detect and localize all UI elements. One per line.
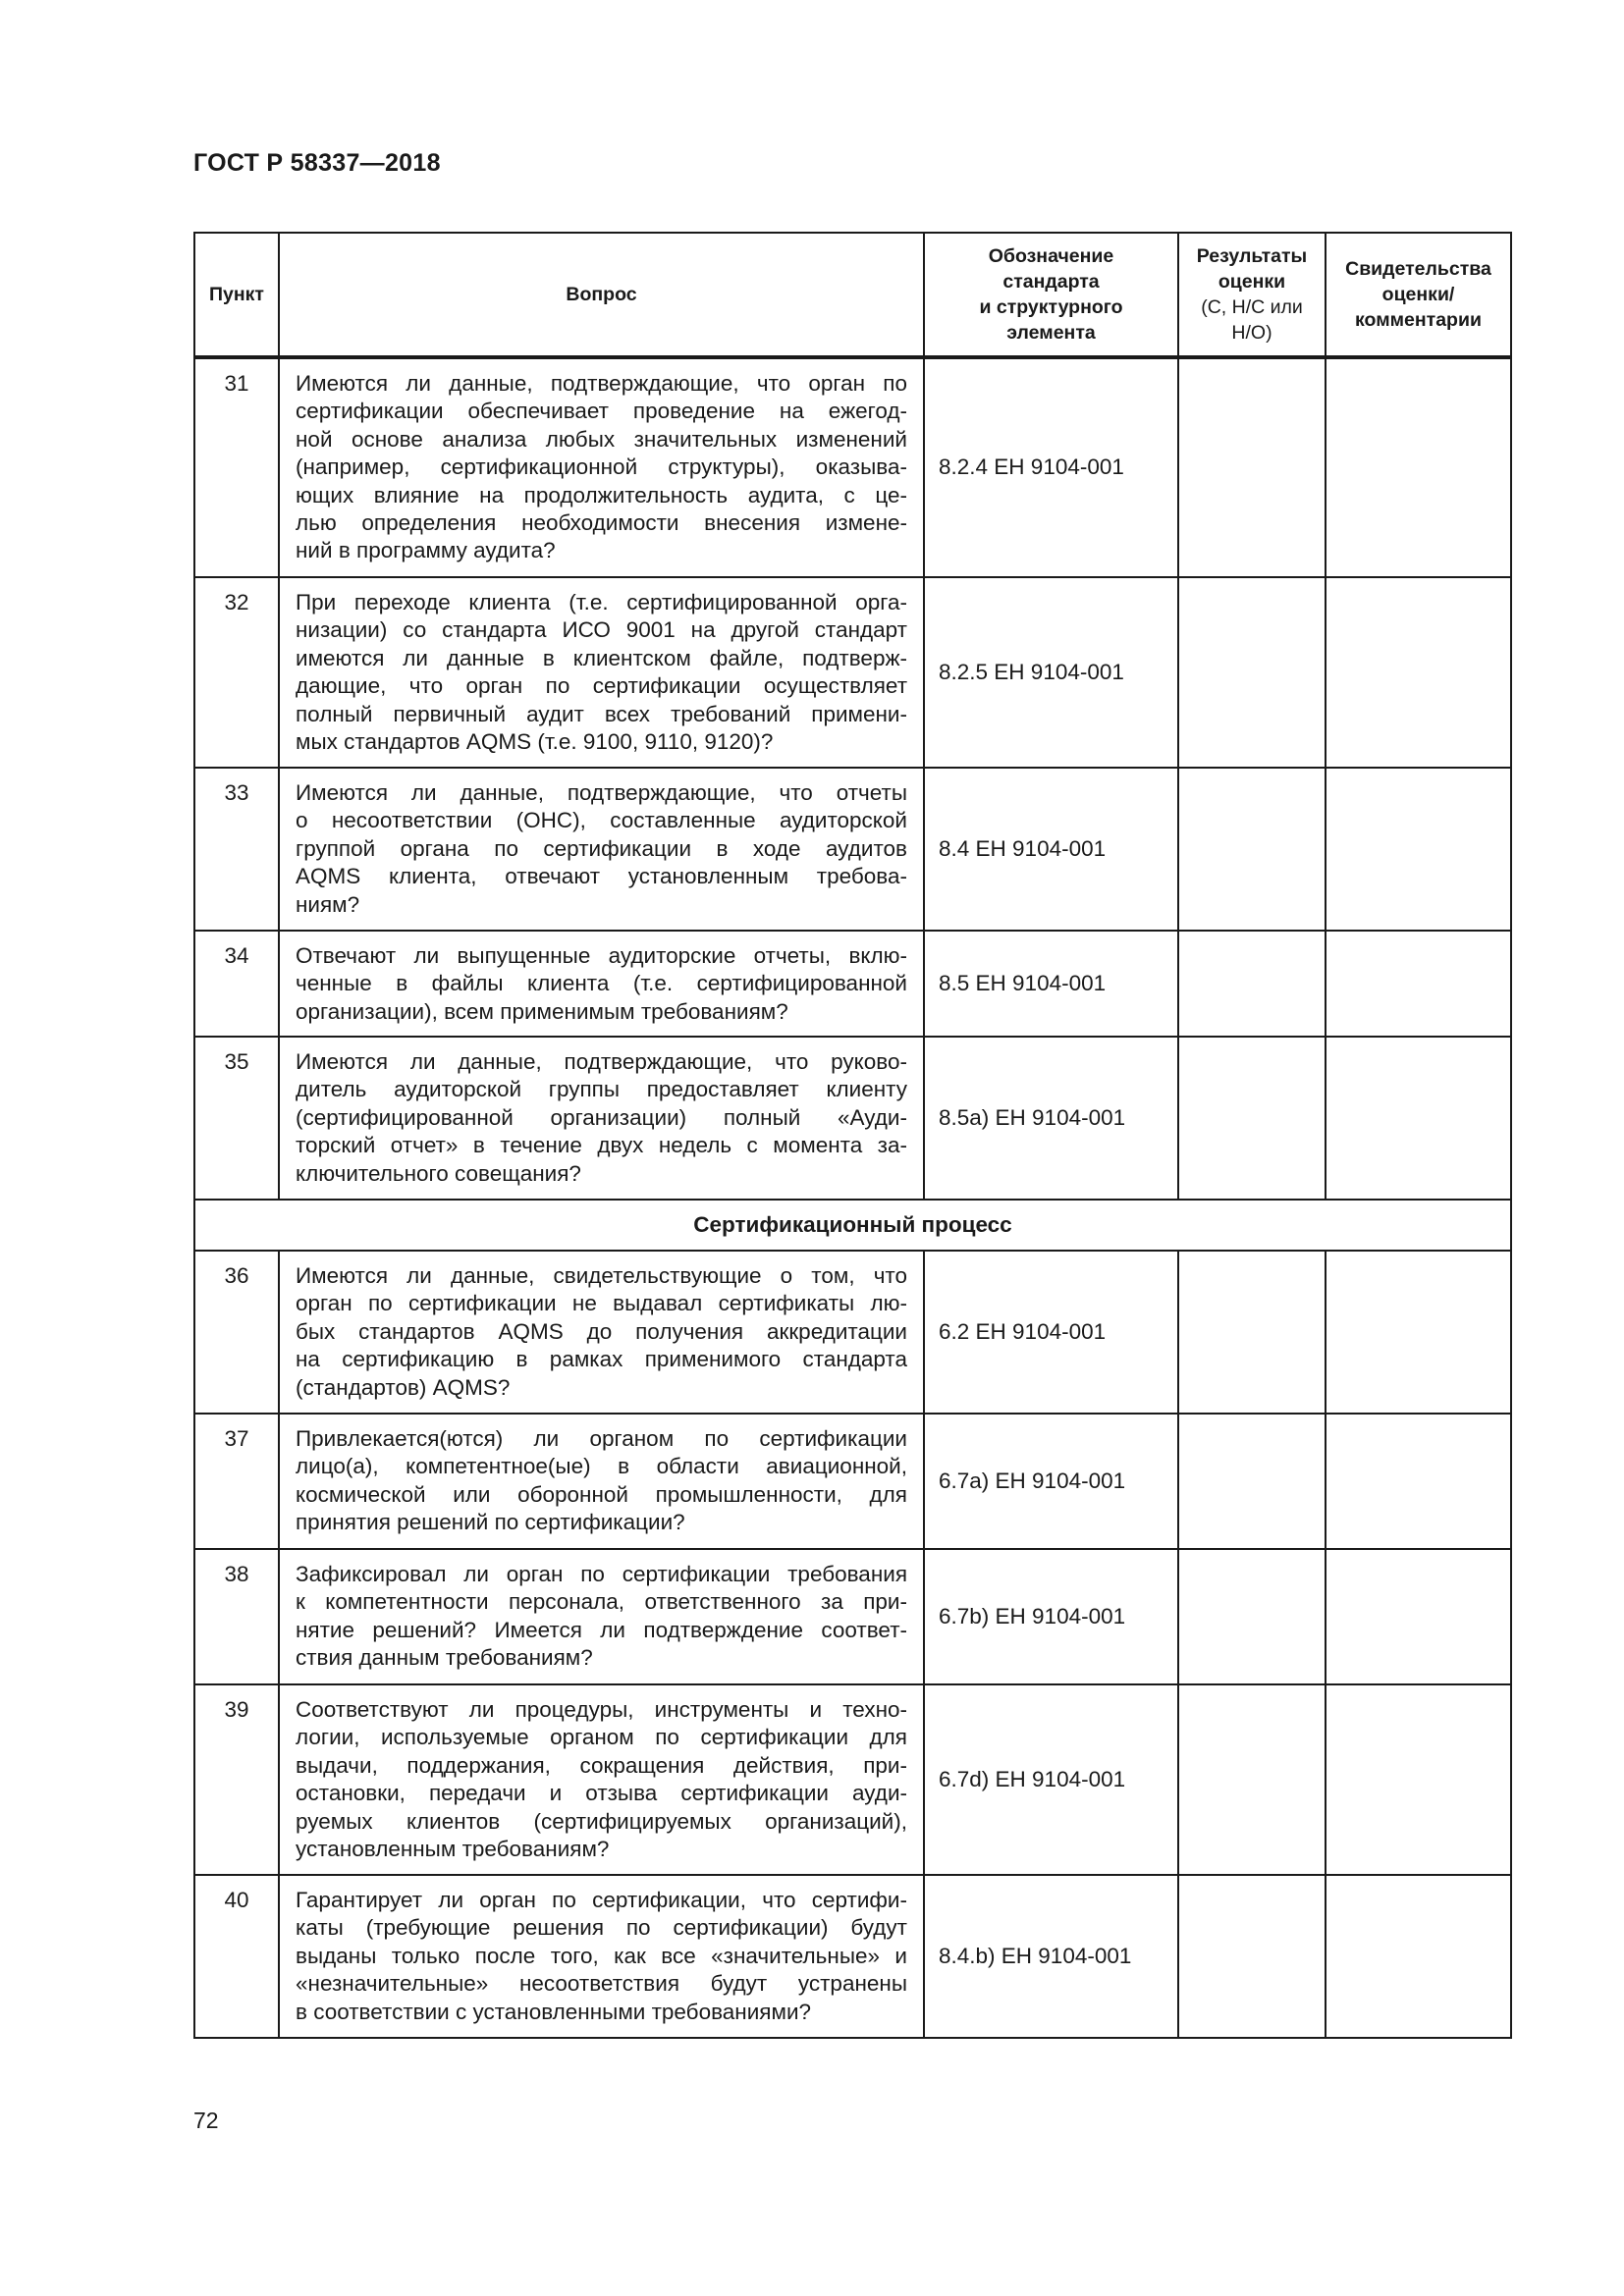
question-line: Зафиксировал ли орган по сертификации требования	[296, 1562, 907, 1586]
question-line: полный первичный аудит всех требований примени-	[296, 701, 907, 726]
standard-reference: 8.4 ЕН 9104-001	[924, 768, 1178, 931]
table-row	[194, 357, 1511, 577]
item-number: 32	[194, 577, 279, 768]
question-line: нятие решений? Имеется ли подтверждение соответ-	[296, 1617, 907, 1642]
question-line: ченные в файлы клиента (т.е. сертифицированной	[296, 971, 907, 996]
question-line: каты (требующие решения по сертификации) будут	[296, 1915, 907, 1941]
question-line: руемых клиентов (сертифицируемых организаций),	[296, 1808, 907, 1834]
evidence-cell[interactable]	[1326, 357, 1511, 577]
standard-reference: 8.2.5 ЕН 9104-001	[924, 577, 1178, 768]
question-line: бых стандартов AQMS до получения аккредитации	[296, 1318, 907, 1344]
evidence-cell[interactable]	[1326, 1875, 1511, 2038]
table-header-row	[194, 233, 1511, 357]
table-row	[194, 577, 1511, 768]
question-line: ствия данным требованиям?	[296, 1645, 593, 1671]
question-line: «незначительные» несоответствия будут устранены	[296, 1971, 907, 1997]
standard-reference: 6.7a) ЕН 9104-001	[924, 1414, 1178, 1549]
question-text	[279, 1037, 924, 1200]
question-line: торский отчет» в течение двух недель с момента за-	[296, 1133, 907, 1158]
question-line: на сертификацию в рамках применимого стандарта	[296, 1347, 907, 1372]
table-row	[194, 1549, 1511, 1684]
standard-reference: 8.5 ЕН 9104-001	[924, 931, 1178, 1037]
question-line: логии, используемые органом по сертификации для	[296, 1725, 907, 1750]
standard-reference: 6.7b) ЕН 9104-001	[924, 1549, 1178, 1684]
evidence-cell[interactable]	[1326, 1684, 1511, 1875]
evidence-cell[interactable]	[1326, 1549, 1511, 1684]
table-row	[194, 768, 1511, 931]
question-text	[279, 1684, 924, 1875]
question-line: Отвечают ли выпущенные аудиторские отчеты, вклю-	[296, 943, 907, 968]
question-text	[279, 1549, 924, 1684]
result-cell[interactable]	[1178, 1684, 1326, 1875]
item-number: 31	[194, 357, 279, 577]
question-line: Соответствуют ли процедуры, инструменты и техно-	[296, 1697, 907, 1722]
standard-reference: 8.2.4 ЕН 9104-001	[924, 357, 1178, 577]
question-line: дитель аудиторской группы предоставляет клиенту	[296, 1077, 907, 1102]
question-line: в соответствии с установленными требованиями?	[296, 1999, 812, 2024]
question-line: принятия решений по сертификации?	[296, 1510, 685, 1535]
question-line: группой органа по сертификации в ходе аудитов	[296, 835, 907, 861]
evidence-cell[interactable]	[1326, 1414, 1511, 1549]
table-body	[194, 357, 1511, 2038]
evidence-cell[interactable]	[1326, 1251, 1511, 1414]
result-cell[interactable]	[1178, 768, 1326, 931]
question-line: мых стандартов AQMS (т.е. 9100, 9110, 9120)?	[296, 729, 774, 755]
table-row	[194, 1875, 1511, 2038]
question-line: (например, сертификационной структуры), оказыва-	[296, 454, 907, 480]
question-line: остановки, передачи и отзыва сертификации ауди-	[296, 1781, 907, 1806]
question-text	[279, 357, 924, 577]
column-header-question: Вопрос	[279, 233, 924, 357]
question-line: Имеются ли данные, подтверждающие, что орган по	[296, 371, 907, 396]
question-line: Имеются ли данные, подтверждающие, что руково-	[296, 1049, 907, 1074]
standard-reference: 8.5a) ЕН 9104-001	[924, 1037, 1178, 1200]
result-cell[interactable]	[1178, 1037, 1326, 1200]
question-line: низации) со стандарта ИСО 9001 на другой стандарт	[296, 617, 907, 643]
question-line: ниям?	[296, 891, 360, 917]
result-cell[interactable]	[1178, 1414, 1326, 1549]
question-line: Привлекается(ются) ли органом по сертификации	[296, 1426, 907, 1451]
table-row	[194, 1684, 1511, 1875]
column-header-evidence: Свидетельства оценки/ комментарии	[1326, 233, 1511, 357]
standard-reference: 8.4.b) ЕН 9104-001	[924, 1875, 1178, 2038]
evidence-cell[interactable]	[1326, 1037, 1511, 1200]
item-number: 39	[194, 1684, 279, 1875]
item-number: 35	[194, 1037, 279, 1200]
question-line: к компетентности персонала, ответственного за при-	[296, 1589, 907, 1615]
column-header-standard: Обозначение стандарта и структурного элемента	[924, 233, 1178, 357]
question-line: (сертифицированной организации) полный «Ауди-	[296, 1104, 907, 1130]
question-line: установленным требованиям?	[296, 1837, 610, 1862]
question-line: космической или оборонной промышленности, для	[296, 1481, 907, 1507]
item-number: 36	[194, 1251, 279, 1414]
result-cell[interactable]	[1178, 1549, 1326, 1684]
page-number: 72	[193, 2108, 219, 2133]
result-cell[interactable]	[1178, 931, 1326, 1037]
question-line: орган по сертификации не выдавал сертификаты лю-	[296, 1291, 907, 1316]
question-line: ющих влияние на продолжительность аудита, с це-	[296, 482, 907, 507]
question-line: AQMS клиента, отвечают установленным требова-	[296, 864, 907, 889]
question-line: Имеются ли данные, подтверждающие, что отчеты	[296, 780, 907, 805]
question-line: При переходе клиента (т.е. сертифицированной орга-	[296, 590, 907, 614]
question-text	[279, 931, 924, 1037]
question-text	[279, 577, 924, 768]
section-row	[194, 1200, 1511, 1251]
question-text	[279, 1251, 924, 1414]
result-cell[interactable]	[1178, 1251, 1326, 1414]
question-line: сертификации обеспечивает проведение на ежегод-	[296, 399, 907, 424]
item-number: 33	[194, 768, 279, 931]
question-line: ключительного совещания?	[296, 1160, 581, 1186]
item-number: 40	[194, 1875, 279, 2038]
question-line: организации), всем применимым требованиям?	[296, 998, 788, 1024]
question-text	[279, 1875, 924, 2038]
audit-checklist-table	[193, 232, 1512, 2039]
question-line: ний в программу аудита?	[296, 538, 556, 563]
table-row	[194, 1037, 1511, 1200]
table-row	[194, 931, 1511, 1037]
question-line: Гарантирует ли орган по сертификации, что сертифи-	[296, 1888, 907, 1912]
table-row	[194, 1414, 1511, 1549]
document-header: ГОСТ Р 58337—2018	[193, 149, 441, 177]
evidence-cell[interactable]	[1326, 768, 1511, 931]
question-line: выданы только после того, как все «значительные» и	[296, 1943, 907, 1968]
item-number: 37	[194, 1414, 279, 1549]
question-line: (стандартов) AQMS?	[296, 1374, 511, 1400]
result-cell[interactable]	[1178, 1875, 1326, 2038]
question-line: лью определения необходимости внесения измене-	[296, 510, 907, 536]
column-header-num: Пункт	[194, 233, 279, 357]
question-text	[279, 1414, 924, 1549]
question-line: о несоответствии (ОНС), составленные аудиторской	[296, 808, 907, 833]
question-text	[279, 768, 924, 931]
question-line: выдачи, поддержания, сокращения действия, при-	[296, 1752, 907, 1778]
section-title: Сертификационный процесс	[194, 1200, 1511, 1251]
item-number: 34	[194, 931, 279, 1037]
item-number: 38	[194, 1549, 279, 1684]
evidence-cell[interactable]	[1326, 577, 1511, 768]
question-line: дающие, что орган по сертификации осуществляет	[296, 673, 907, 699]
evidence-cell[interactable]	[1326, 931, 1511, 1037]
table-row	[194, 1251, 1511, 1414]
standard-reference: 6.7d) ЕН 9104-001	[924, 1684, 1178, 1875]
question-line: Имеются ли данные, свидетельствующие о том, что	[296, 1263, 907, 1288]
question-line: имеются ли данные в клиентском файле, подтверж-	[296, 645, 907, 670]
result-cell[interactable]	[1178, 357, 1326, 577]
question-line: ной основе анализа любых значительных изменений	[296, 426, 907, 452]
question-line: лицо(а), компетентное(ые) в области авиационной,	[296, 1454, 907, 1479]
column-header-results: Результаты оценки (С, Н/С или Н/О)	[1178, 233, 1326, 357]
standard-reference: 6.2 ЕН 9104-001	[924, 1251, 1178, 1414]
result-cell[interactable]	[1178, 577, 1326, 768]
